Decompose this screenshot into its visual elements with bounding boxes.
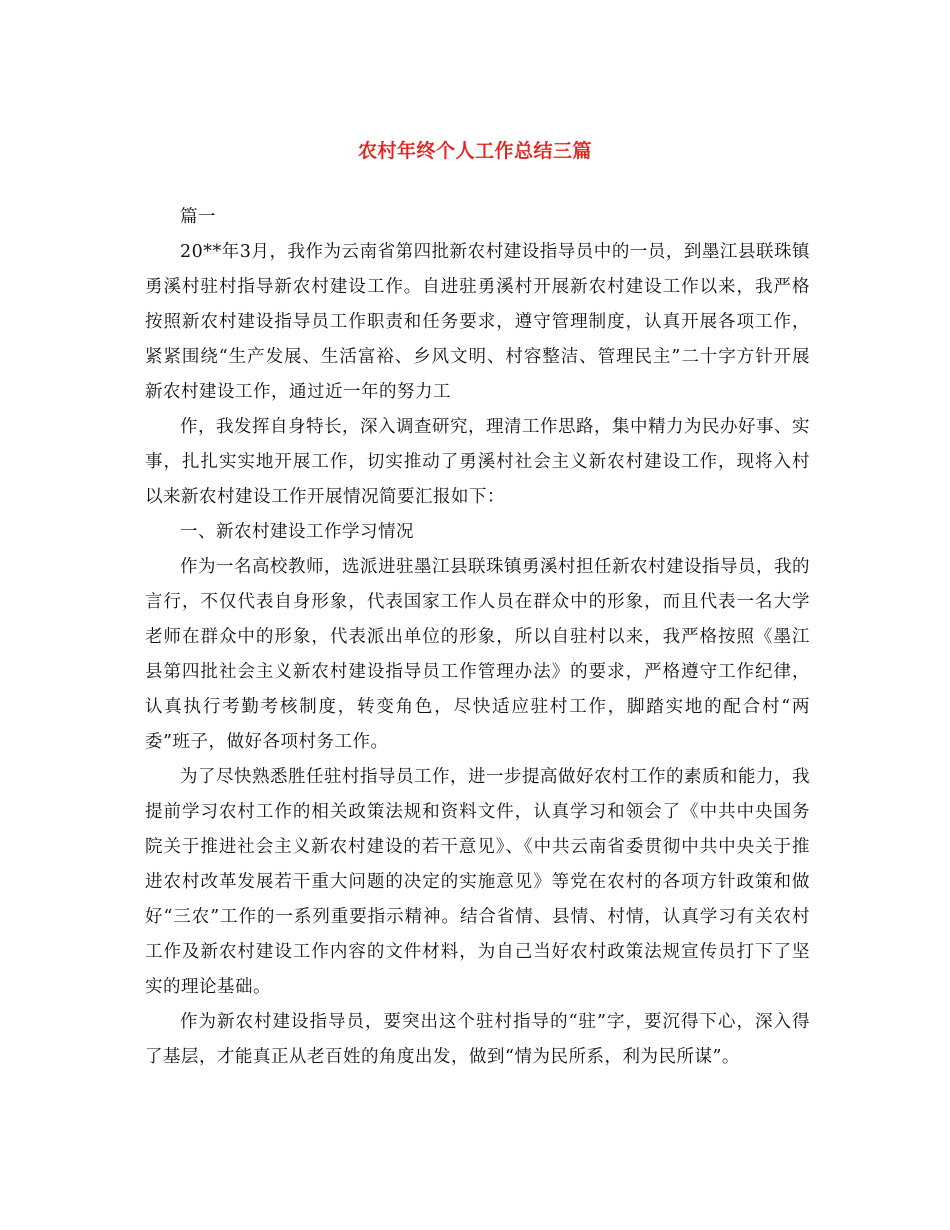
document-title: 农村年终个人工作总结三篇 [357, 140, 592, 162]
paragraph-section-heading: 篇一 [180, 207, 216, 227]
document-body [145, 200, 810, 1075]
paragraph: 20**年3月，我作为云南省第四批新农村建设指导员中的一员，到墨江县联珠镇勇溪村驻村指导新农村建设工作。自进驻勇溪村开展新农村建设工作以来，我严格按照新农村建设指导员工作职责和任务要求，遵守管理制度，认真开展各项工作，紧紧围绕“生产发展、生活富裕、乡风文明、村容整洁、管理民主”二十字方针开展新农村建设工作，通过近一年的努力工 [145, 242, 810, 402]
paragraph: 作为新农村建设指导员，要突出这个驻村指导的“驻”字，要沉得下心，深入得了基层，才能真正从老百姓的角度出发，做到“情为民所系，利为民所谋”。 [145, 1012, 810, 1067]
paragraph: 为了尽快熟悉胜任驻村指导员工作，进一步提高做好农村工作的素质和能力，我提前学习农村工作的相关政策法规和资料文件，认真学习和领会了《中共中央国务院关于推进社会主义新农村建设的若干意见》、《中共云南省委贯彻中共中央关于推进农村改革发展若干重大问题的决定的实施意见》等党在农村的各项方针政策和做好“三农”工作的一系列重要指示精神。结合省情、县情、村情，认真学习有关农村工作及新农村建设工作内容的文件材料，为自己当好农村政策法规宣传员打下了坚实的理论基础。 [145, 767, 810, 997]
paragraph: 作，我发挥自身特长，深入调查研究，理清工作思路，集中精力为民办好事、实事，扎扎实实地开展工作，切实推动了勇溪村社会主义新农村建设工作，现将入村以来新农村建设工作开展情况简要汇报如下： [145, 417, 810, 507]
paragraph-subheading: 一、新农村建设工作学习情况 [180, 522, 414, 542]
paragraph: 作为一名高校教师，选派进驻墨江县联珠镇勇溪村担任新农村建设指导员，我的言行，不仅代表自身形象，代表国家工作人员在群众中的形象，而且代表一名大学老师在群众中的形象，代表派出单位的形象，所以自驻村以来，我严格按照《墨江县第四批社会主义新农村建设指导员工作管理办法》的要求，严格遵守工作纪律，认真执行考勤考核制度，转变角色，尽快适应驻村工作，脚踏实地的配合村“两委”班子，做好各项村务工作。 [145, 557, 810, 752]
